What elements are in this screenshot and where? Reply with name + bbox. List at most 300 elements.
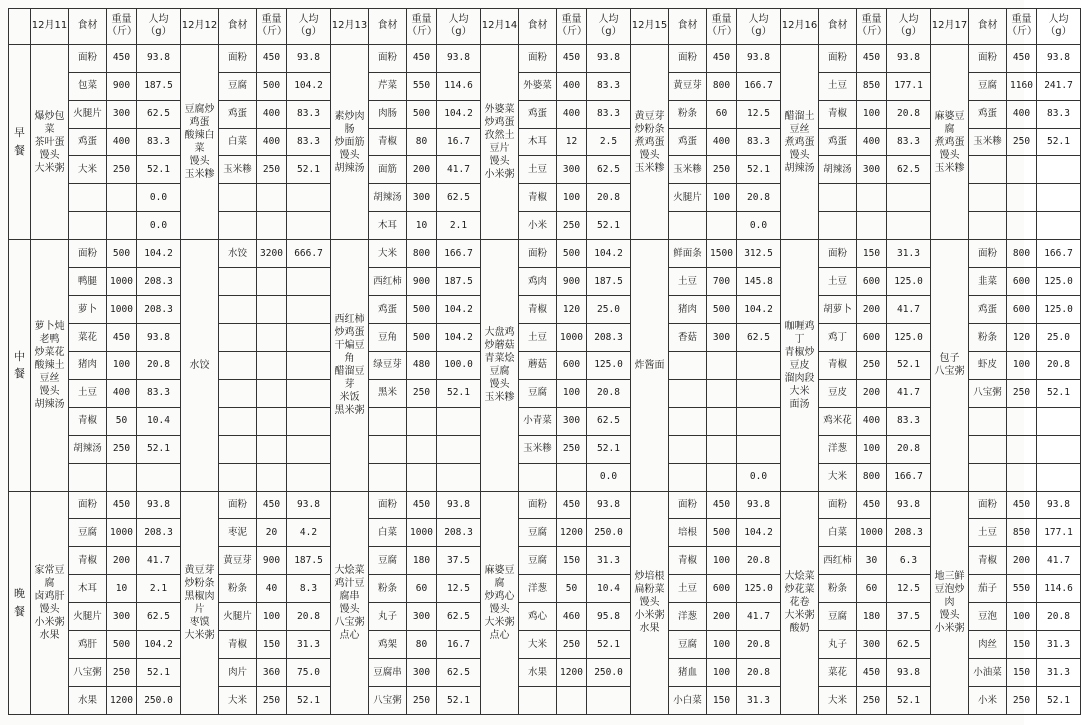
ingredient-cell: 面粉 <box>819 240 857 268</box>
ingredient-cell: 豆腐 <box>519 547 557 575</box>
per-capita-cell: 62.5 <box>137 100 181 128</box>
per-capita-cell: 52.1 <box>137 156 181 184</box>
weight-cell: 400 <box>257 128 287 156</box>
weight-cell: 250 <box>1007 686 1037 714</box>
ingredient-cell <box>969 463 1007 491</box>
per-capita-cell: 62.5 <box>437 603 481 631</box>
per-capita-cell <box>437 407 481 435</box>
ingredient-cell: 胡辣汤 <box>819 156 857 184</box>
per-capita-cell: 75.0 <box>287 659 331 687</box>
per-capita-cell <box>737 379 781 407</box>
weight-cell <box>707 212 737 240</box>
per-capita-cell: 177.1 <box>1037 519 1081 547</box>
per-capita-cell: 93.8 <box>137 44 181 72</box>
weight-cell: 180 <box>407 547 437 575</box>
weight-cell <box>407 435 437 463</box>
dish-name: 麻婆豆腐 煮鸡蛋 馒头 玉米糁 <box>931 44 969 239</box>
weight-cell: 100 <box>557 184 587 212</box>
weight-cell: 1500 <box>707 240 737 268</box>
ingredient-cell: 胡萝卜 <box>819 296 857 324</box>
weight-cell: 550 <box>407 72 437 100</box>
ingredient-cell: 玉米糁 <box>969 128 1007 156</box>
per-capita-cell: 166.7 <box>437 240 481 268</box>
per-capita-cell: 52.1 <box>1037 128 1081 156</box>
menu-row <box>9 351 1081 379</box>
weight-cell: 10 <box>107 575 137 603</box>
dish-name: 大烩菜 鸡汁豆腐串 馒头 八宝粥 点心 <box>331 491 369 714</box>
per-capita-header: 人均 （g） <box>437 9 481 45</box>
ingredient-cell: 面粉 <box>669 491 707 519</box>
per-capita-cell: 83.3 <box>587 100 631 128</box>
per-capita-cell: 83.3 <box>137 379 181 407</box>
menu-row <box>9 575 1081 603</box>
per-capita-cell <box>887 212 931 240</box>
weight-cell: 300 <box>707 324 737 352</box>
weight-cell: 500 <box>407 296 437 324</box>
weight-cell: 550 <box>1007 575 1037 603</box>
weight-cell: 400 <box>107 128 137 156</box>
weight-cell: 500 <box>107 631 137 659</box>
per-capita-cell: 145.8 <box>737 268 781 296</box>
ingredient-cell: 肉丝 <box>969 631 1007 659</box>
per-capita-cell: 41.7 <box>887 379 931 407</box>
date-header: 12月16 <box>781 9 819 45</box>
weight-header: 重量 （斤） <box>557 9 587 45</box>
ingredient-cell: 土豆 <box>669 575 707 603</box>
weight-cell: 450 <box>557 491 587 519</box>
per-capita-cell: 41.7 <box>887 296 931 324</box>
ingredient-cell: 粉条 <box>969 324 1007 352</box>
per-capita-cell: 100.0 <box>437 351 481 379</box>
ingredient-cell: 青椒 <box>969 547 1007 575</box>
menu-row <box>9 379 1081 407</box>
weight-cell: 300 <box>407 184 437 212</box>
per-capita-cell: 93.8 <box>587 44 631 72</box>
ingredient-cell: 大米 <box>819 463 857 491</box>
ingredient-cell: 大米 <box>69 156 107 184</box>
weight-cell: 1200 <box>107 686 137 714</box>
weight-cell: 450 <box>557 44 587 72</box>
ingredient-cell <box>219 379 257 407</box>
date-header: 12月17 <box>931 9 969 45</box>
per-capita-cell: 20.8 <box>887 100 931 128</box>
per-capita-cell: 20.8 <box>887 435 931 463</box>
per-capita-cell: 62.5 <box>887 156 931 184</box>
meal-label: 中 餐 <box>9 240 31 491</box>
weight-cell: 100 <box>857 100 887 128</box>
per-capita-cell: 62.5 <box>737 324 781 352</box>
ingredient-cell: 面粉 <box>519 491 557 519</box>
ingredient-cell <box>369 407 407 435</box>
per-capita-cell: 93.8 <box>1037 491 1081 519</box>
weight-cell: 60 <box>707 100 737 128</box>
ingredient-cell: 土豆 <box>969 519 1007 547</box>
per-capita-cell: 125.0 <box>887 268 931 296</box>
weight-cell: 800 <box>407 240 437 268</box>
weight-cell: 100 <box>707 547 737 575</box>
meal-label: 晚 餐 <box>9 491 31 714</box>
weight-cell: 200 <box>857 379 887 407</box>
per-capita-cell <box>1037 407 1081 435</box>
ingredient-cell: 面粉 <box>69 240 107 268</box>
ingredient-cell <box>219 435 257 463</box>
weight-cell: 300 <box>407 659 437 687</box>
ingredient-cell: 鸡蛋 <box>669 128 707 156</box>
weight-cell: 150 <box>557 547 587 575</box>
per-capita-cell: 125.0 <box>737 575 781 603</box>
weight-cell: 450 <box>107 324 137 352</box>
weight-cell: 600 <box>557 351 587 379</box>
ingredient-cell <box>369 435 407 463</box>
per-capita-cell: 83.3 <box>287 100 331 128</box>
per-capita-header: 人均 （g） <box>287 9 331 45</box>
ingredient-cell: 水果 <box>69 686 107 714</box>
per-capita-cell: 93.8 <box>287 44 331 72</box>
weight-header: 重量 （斤） <box>1007 9 1037 45</box>
weight-cell: 1000 <box>857 519 887 547</box>
per-capita-cell: 41.7 <box>737 603 781 631</box>
menu-row <box>9 212 1081 240</box>
ingredient-cell: 火腿片 <box>69 603 107 631</box>
ingredient-cell: 豆腐串 <box>369 659 407 687</box>
menu-row <box>9 100 1081 128</box>
per-capita-cell: 16.7 <box>437 631 481 659</box>
weight-cell: 450 <box>1007 44 1037 72</box>
per-capita-cell: 125.0 <box>1037 296 1081 324</box>
ingredient-cell: 白菜 <box>219 128 257 156</box>
ingredient-cell: 土豆 <box>819 268 857 296</box>
per-capita-cell: 52.1 <box>587 212 631 240</box>
ingredient-cell <box>969 407 1007 435</box>
per-capita-cell: 93.8 <box>137 491 181 519</box>
weight-cell: 180 <box>857 603 887 631</box>
weight-cell: 60 <box>857 575 887 603</box>
per-capita-cell: 31.3 <box>587 547 631 575</box>
weight-cell: 250 <box>707 156 737 184</box>
weight-cell: 250 <box>107 659 137 687</box>
ingredient-cell: 菜花 <box>69 324 107 352</box>
weight-cell: 100 <box>1007 603 1037 631</box>
weight-cell: 200 <box>407 156 437 184</box>
ingredient-cell: 猪血 <box>669 659 707 687</box>
ingredient-cell: 鸡心 <box>519 603 557 631</box>
per-capita-cell: 93.8 <box>887 44 931 72</box>
per-capita-cell: 12.5 <box>737 100 781 128</box>
weight-cell: 100 <box>107 351 137 379</box>
per-capita-cell: 52.1 <box>287 156 331 184</box>
weight-cell: 850 <box>1007 519 1037 547</box>
per-capita-cell: 187.5 <box>437 268 481 296</box>
per-capita-cell: 52.1 <box>587 631 631 659</box>
ingredient-cell: 面粉 <box>519 240 557 268</box>
ingredient-cell <box>69 184 107 212</box>
weight-cell: 100 <box>857 435 887 463</box>
dish-name: 麻婆豆腐 炒鸡心 馒头 大米粥 点心 <box>481 491 519 714</box>
weight-cell: 1000 <box>107 268 137 296</box>
dish-name: 黄豆芽 炒粉条 黑椒肉片 枣馍 大米粥 <box>181 491 219 714</box>
weight-cell: 80 <box>407 631 437 659</box>
dish-name: 爆炒包菜 茶叶蛋 馒头 大米粥 <box>31 44 69 239</box>
per-capita-cell: 62.5 <box>437 184 481 212</box>
ingredient-cell: 面粉 <box>669 44 707 72</box>
per-capita-cell: 104.2 <box>737 296 781 324</box>
per-capita-cell: 312.5 <box>737 240 781 268</box>
ingredient-cell <box>669 407 707 435</box>
per-capita-cell: 104.2 <box>587 240 631 268</box>
per-capita-cell: 20.8 <box>737 547 781 575</box>
weight-cell: 300 <box>557 156 587 184</box>
per-capita-cell: 41.7 <box>137 547 181 575</box>
weight-cell <box>257 435 287 463</box>
ingredient-cell: 菜花 <box>819 659 857 687</box>
weight-cell: 1160 <box>1007 72 1037 100</box>
ingredient-cell: 豆腐 <box>69 519 107 547</box>
weight-cell: 250 <box>107 435 137 463</box>
corner-cell <box>9 9 31 45</box>
per-capita-cell: 31.3 <box>887 240 931 268</box>
weight-cell <box>1007 407 1037 435</box>
per-capita-cell: 62.5 <box>587 156 631 184</box>
weight-cell: 450 <box>1007 491 1037 519</box>
per-capita-cell: 666.7 <box>287 240 331 268</box>
per-capita-cell: 250.0 <box>587 519 631 547</box>
weight-cell: 150 <box>1007 659 1037 687</box>
weight-cell: 400 <box>557 100 587 128</box>
weight-cell: 250 <box>257 156 287 184</box>
ingredient-cell <box>669 463 707 491</box>
per-capita-cell: 250.0 <box>137 686 181 714</box>
per-capita-cell: 166.7 <box>1037 240 1081 268</box>
ingredient-cell: 土豆 <box>819 72 857 100</box>
ingredient-cell: 西红柿 <box>369 268 407 296</box>
weight-cell: 600 <box>857 268 887 296</box>
weight-cell <box>257 407 287 435</box>
per-capita-cell: 20.8 <box>737 659 781 687</box>
ingredient-cell: 鸡蛋 <box>969 296 1007 324</box>
weight-cell: 300 <box>857 156 887 184</box>
per-capita-cell: 8.3 <box>287 575 331 603</box>
weight-cell: 80 <box>407 128 437 156</box>
ingredient-cell: 鸡蛋 <box>519 100 557 128</box>
per-capita-cell: 83.3 <box>587 72 631 100</box>
ingredient-cell: 粉条 <box>819 575 857 603</box>
weight-cell: 500 <box>257 72 287 100</box>
per-capita-header: 人均 （g） <box>737 9 781 45</box>
menu-row <box>9 519 1081 547</box>
ingredient-cell: 八宝粥 <box>69 659 107 687</box>
weight-cell: 250 <box>107 156 137 184</box>
weight-cell <box>1007 435 1037 463</box>
per-capita-cell: 93.8 <box>887 659 931 687</box>
ingredient-cell <box>519 463 557 491</box>
per-capita-cell <box>737 351 781 379</box>
weight-cell: 20 <box>257 519 287 547</box>
per-capita-cell: 62.5 <box>437 659 481 687</box>
weight-cell <box>1007 156 1037 184</box>
weight-cell: 400 <box>707 128 737 156</box>
weight-cell: 700 <box>707 268 737 296</box>
per-capita-cell: 93.8 <box>437 44 481 72</box>
ingredient-cell: 青椒 <box>69 547 107 575</box>
weight-cell <box>707 351 737 379</box>
per-capita-cell: 125.0 <box>1037 268 1081 296</box>
weight-cell: 400 <box>1007 100 1037 128</box>
ingredient-cell: 鸡蛋 <box>219 100 257 128</box>
weight-cell: 500 <box>707 519 737 547</box>
per-capita-cell: 31.3 <box>1037 659 1081 687</box>
ingredient-header: 食材 <box>519 9 557 45</box>
ingredient-cell: 土豆 <box>519 324 557 352</box>
per-capita-cell: 20.8 <box>587 379 631 407</box>
per-capita-cell: 25.0 <box>587 296 631 324</box>
ingredient-cell <box>519 686 557 714</box>
ingredient-cell: 面粉 <box>219 491 257 519</box>
ingredient-cell: 土豆 <box>519 156 557 184</box>
per-capita-cell <box>737 435 781 463</box>
weight-cell: 450 <box>707 491 737 519</box>
ingredient-cell <box>669 212 707 240</box>
ingredient-cell: 大米 <box>519 631 557 659</box>
weight-cell: 300 <box>107 603 137 631</box>
ingredient-cell: 香菇 <box>669 324 707 352</box>
weight-cell: 400 <box>557 72 587 100</box>
ingredient-cell: 胡辣汤 <box>369 184 407 212</box>
ingredient-cell: 面粉 <box>969 491 1007 519</box>
per-capita-cell <box>1037 156 1081 184</box>
ingredient-cell <box>369 463 407 491</box>
per-capita-cell <box>437 435 481 463</box>
weight-cell: 250 <box>1007 379 1037 407</box>
menu-row <box>9 44 1081 72</box>
ingredient-cell: 青椒 <box>69 407 107 435</box>
weight-cell: 250 <box>407 379 437 407</box>
ingredient-cell: 肉肠 <box>369 100 407 128</box>
weight-cell <box>1007 184 1037 212</box>
per-capita-cell: 104.2 <box>287 72 331 100</box>
weight-cell: 450 <box>257 44 287 72</box>
menu-row <box>9 268 1081 296</box>
ingredient-cell <box>969 184 1007 212</box>
meal-label: 早 餐 <box>9 44 31 239</box>
per-capita-cell: 208.3 <box>887 519 931 547</box>
per-capita-cell: 62.5 <box>137 603 181 631</box>
ingredient-cell: 面粉 <box>69 44 107 72</box>
per-capita-cell <box>587 686 631 714</box>
ingredient-cell: 白菜 <box>369 519 407 547</box>
per-capita-cell: 16.7 <box>437 128 481 156</box>
per-capita-cell: 52.1 <box>1037 686 1081 714</box>
ingredient-cell <box>969 212 1007 240</box>
ingredient-cell: 土豆 <box>669 268 707 296</box>
weight-cell <box>407 463 437 491</box>
ingredient-cell: 鸡肉 <box>519 268 557 296</box>
per-capita-cell: 0.0 <box>137 184 181 212</box>
per-capita-cell: 93.8 <box>587 491 631 519</box>
per-capita-cell: 93.8 <box>1037 44 1081 72</box>
weight-cell <box>407 407 437 435</box>
per-capita-cell: 20.8 <box>137 351 181 379</box>
weight-cell <box>257 212 287 240</box>
ingredient-cell: 木耳 <box>369 212 407 240</box>
per-capita-cell: 2.1 <box>137 575 181 603</box>
ingredient-cell: 枣泥 <box>219 519 257 547</box>
per-capita-header: 人均 （g） <box>587 9 631 45</box>
weight-cell: 250 <box>557 212 587 240</box>
ingredient-cell: 大米 <box>219 686 257 714</box>
ingredient-cell: 豆皮 <box>819 379 857 407</box>
weight-cell: 480 <box>407 351 437 379</box>
ingredient-cell: 木耳 <box>519 128 557 156</box>
weight-cell: 500 <box>107 240 137 268</box>
ingredient-cell: 培根 <box>669 519 707 547</box>
weight-cell <box>257 184 287 212</box>
per-capita-cell <box>287 407 331 435</box>
weight-cell: 100 <box>707 631 737 659</box>
weight-cell: 1000 <box>407 519 437 547</box>
ingredient-cell: 洋葱 <box>819 435 857 463</box>
date-header: 12月14 <box>481 9 519 45</box>
weight-cell: 850 <box>857 72 887 100</box>
dish-name: 豆腐炒鸡蛋 酸辣白菜 馒头 玉米糁 <box>181 44 219 239</box>
weight-cell <box>107 212 137 240</box>
weight-cell: 30 <box>857 547 887 575</box>
per-capita-cell <box>287 324 331 352</box>
ingredient-cell: 豆泡 <box>969 603 1007 631</box>
weight-cell: 600 <box>857 324 887 352</box>
per-capita-cell: 2.5 <box>587 128 631 156</box>
menu-row <box>9 547 1081 575</box>
per-capita-cell: 52.1 <box>887 351 931 379</box>
weight-cell: 900 <box>257 547 287 575</box>
weight-cell: 3200 <box>257 240 287 268</box>
ingredient-cell: 包菜 <box>69 72 107 100</box>
per-capita-cell: 20.8 <box>587 184 631 212</box>
menu-row <box>9 324 1081 352</box>
weight-cell: 250 <box>1007 128 1037 156</box>
per-capita-cell: 37.5 <box>437 547 481 575</box>
menu-row <box>9 72 1081 100</box>
weight-cell: 900 <box>557 268 587 296</box>
weight-cell: 400 <box>107 379 137 407</box>
weekly-menu-table <box>8 8 1081 715</box>
per-capita-cell <box>1037 184 1081 212</box>
weight-cell: 450 <box>257 491 287 519</box>
dish-name: 大烩菜 炒花菜 花卷 大米粥 酸奶 <box>781 491 819 714</box>
per-capita-cell: 20.8 <box>287 603 331 631</box>
per-capita-cell <box>287 268 331 296</box>
menu-row <box>9 631 1081 659</box>
weight-cell <box>257 324 287 352</box>
menu-row <box>9 463 1081 491</box>
ingredient-cell: 鸡蛋 <box>969 100 1007 128</box>
ingredient-header: 食材 <box>819 9 857 45</box>
ingredient-cell: 绿豆芽 <box>369 351 407 379</box>
weight-cell: 450 <box>707 44 737 72</box>
ingredient-cell: 蘑菇 <box>519 351 557 379</box>
weight-cell: 120 <box>1007 324 1037 352</box>
menu-row <box>9 435 1081 463</box>
weight-cell <box>107 463 137 491</box>
ingredient-cell <box>669 351 707 379</box>
per-capita-cell: 125.0 <box>887 324 931 352</box>
ingredient-cell: 大米 <box>819 686 857 714</box>
dish-name: 黄豆芽 炒粉条 煮鸡蛋 馒头 玉米糁 <box>631 44 669 239</box>
ingredient-header: 食材 <box>369 9 407 45</box>
weight-cell: 300 <box>407 603 437 631</box>
ingredient-cell: 豆腐 <box>369 547 407 575</box>
per-capita-cell: 10.4 <box>137 407 181 435</box>
per-capita-cell <box>1037 212 1081 240</box>
